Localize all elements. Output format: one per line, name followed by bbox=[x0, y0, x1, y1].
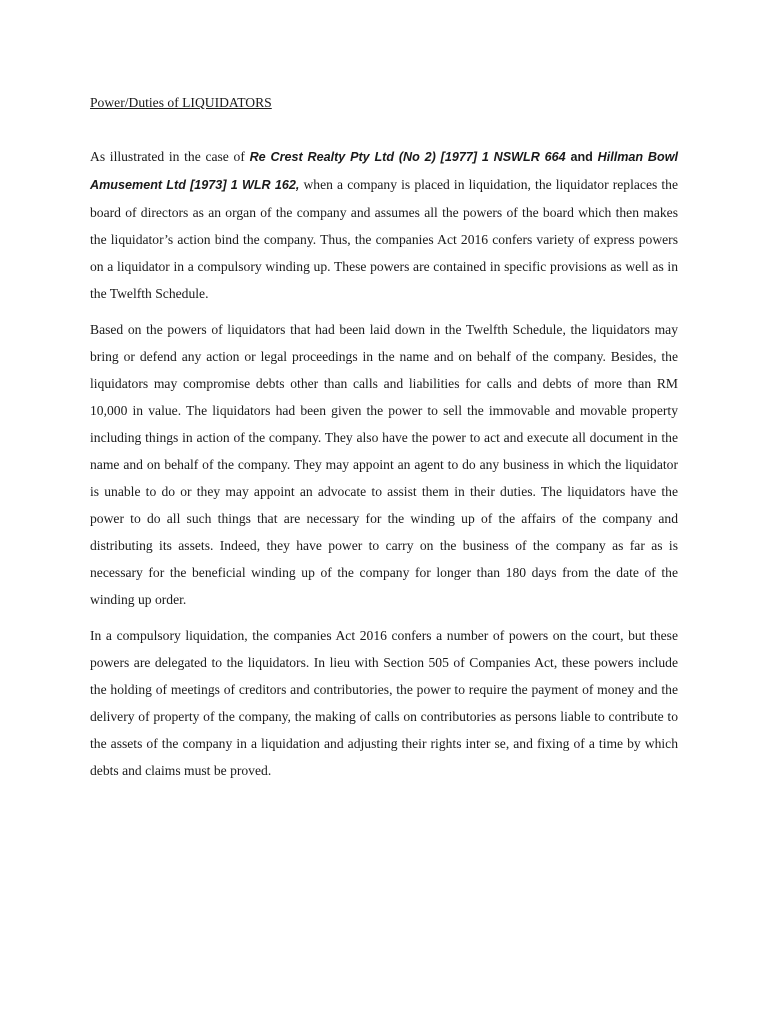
document-body bbox=[90, 93, 678, 793]
case-citation-hillman: Hillman Bowl Amusement Ltd [1973] 1 WLR 162, bbox=[90, 150, 679, 192]
paragraph-2: Based on the powers of liquidators that had been laid down in the Twelfth Schedule, the liquidators may bring or defend any action or legal proceedings in the name and on behalf of the company. Besides, the liquidators may compromise debts other than calls and liabilities for calls and debts of more than RM 10,000 in value. The liquidators had been given the power to sell the immovable and movable property including things in action of the company. They also have the power to act and execute all document in the name and on behalf of the company. They may appoint an agent to do any business in which the liquidator is unable to do or they may appoint an advocate to assist them in their duties. The liquidators have the power to do all such things that are necessary for the winding up of the affairs of the company and distributing its assets. Indeed, they have power to carry on the business of the company as far as is necessary for the beneficial winding up of the company for longer than 180 days from the date of the winding up order. bbox=[90, 322, 678, 607]
citation-conjunction: and bbox=[565, 150, 598, 164]
paragraph-1-rest: when a company is placed in liquidation, the liquidator replaces the board of directors as an organ of the company and assumes all the powers of the board which then makes the liquidator’s action bind the company. Thus, the companies Act 2016 confers variety of express powers on a liquidator in a compulsory winding up. These powers are contained in specific provisions as well as in the Twelfth Schedule. bbox=[90, 177, 678, 301]
paragraph-3: In a compulsory liquidation, the companies Act 2016 confers a number of powers on the court, but these powers are delegated to the liquidators. In lieu with Section 505 of Companies Act, these powers include the holding of meetings of creditors and contributories, the power to require the payment of money and the delivery of property of the company, the making of calls on contributories as persons liable to contribute to the assets of the company in a liquidation and adjusting their rights inter se, and fixing of a time by which debts and claims must be proved. bbox=[90, 628, 678, 778]
case-citation-re-crest: Re Crest Realty Pty Ltd (No 2) [1977] 1 NSWLR 664 bbox=[249, 150, 566, 164]
document-title: Power/Duties of LIQUIDATORS bbox=[90, 95, 272, 110]
paragraph-1-intro: As illustrated in the case of bbox=[90, 149, 250, 164]
paragraph-1 bbox=[90, 143, 678, 307]
